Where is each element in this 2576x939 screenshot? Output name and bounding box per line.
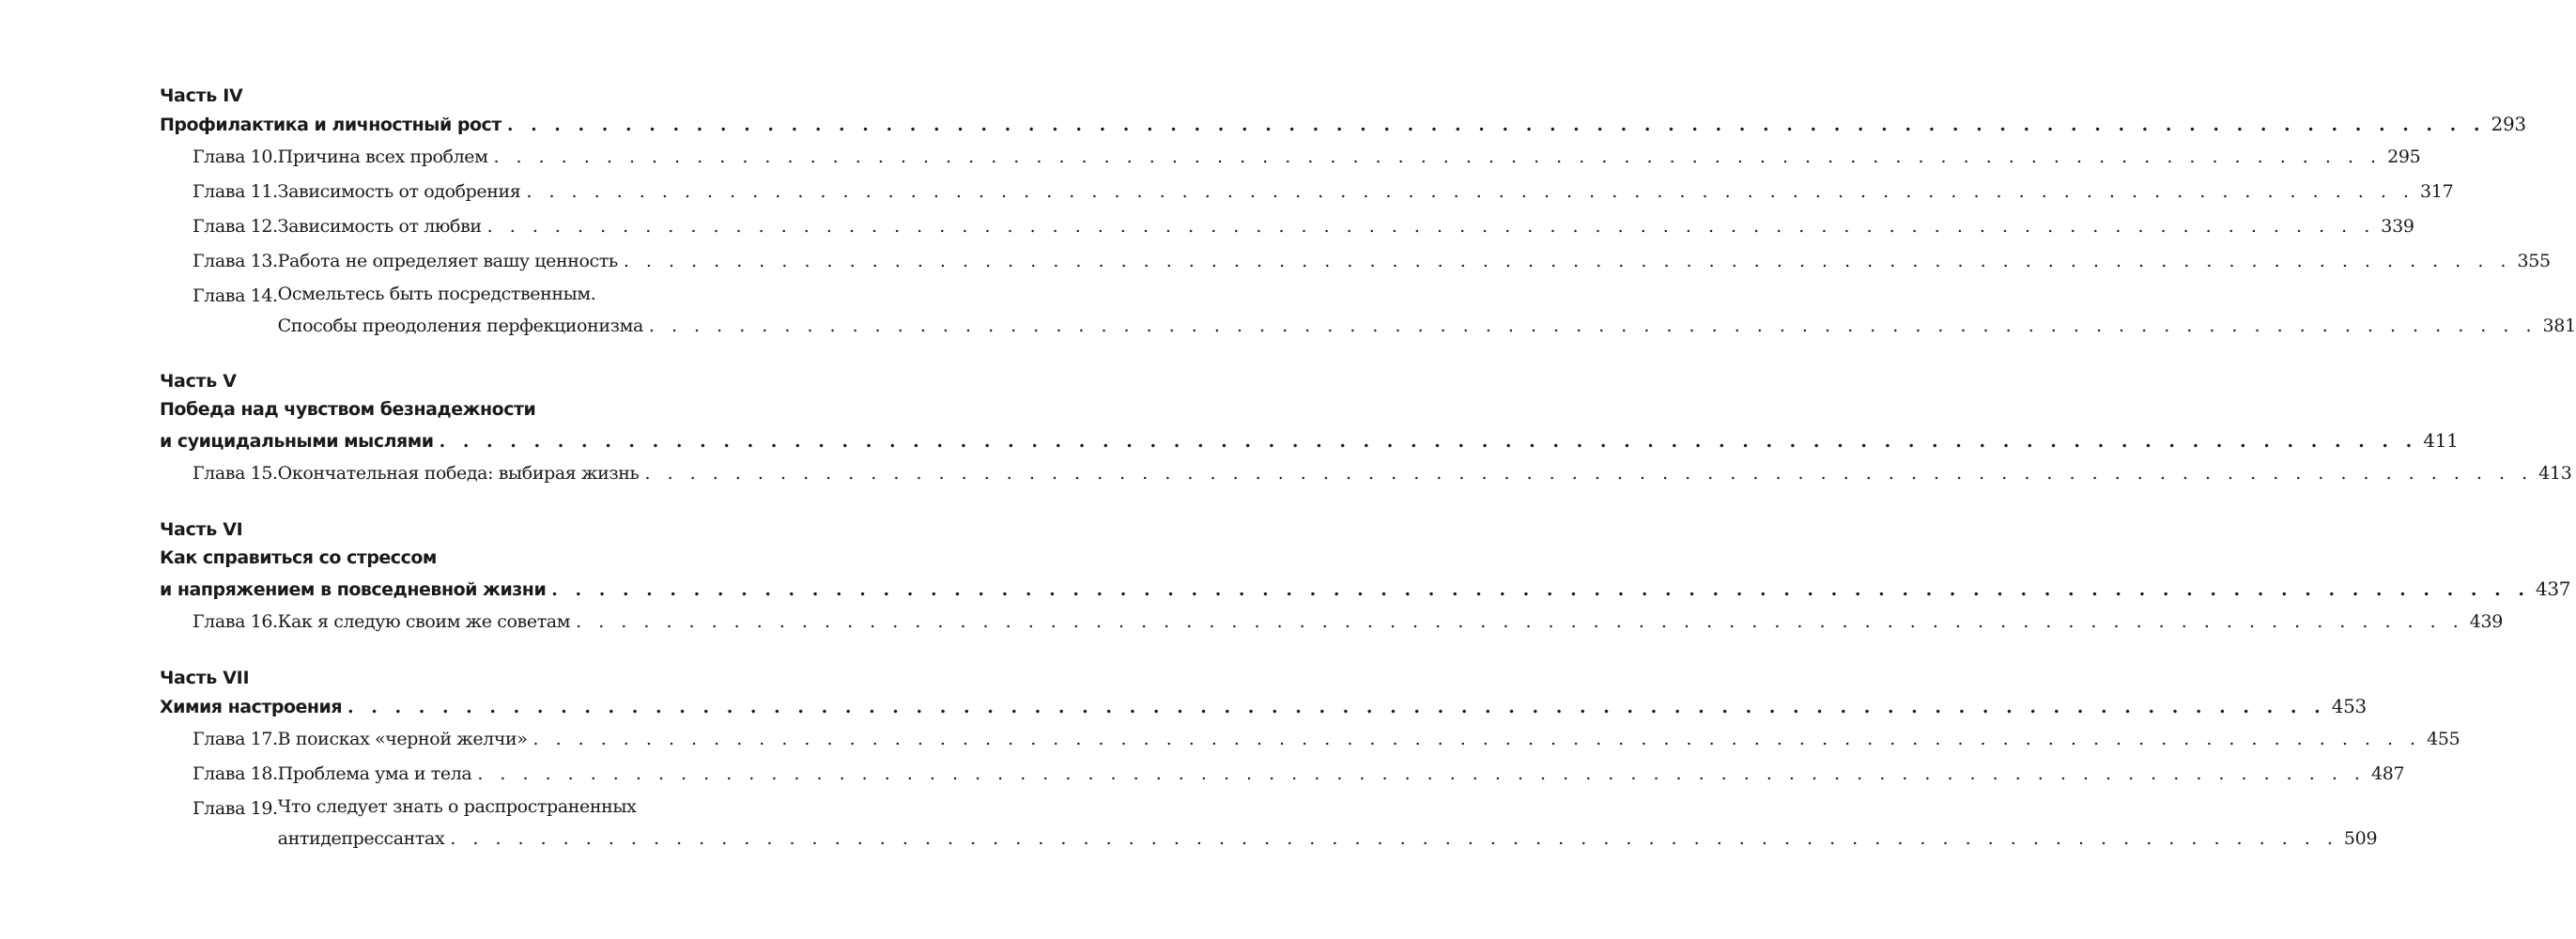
chapter-number: Глава 19. <box>193 798 278 819</box>
part-v <box>160 368 2572 491</box>
page-number: 411 <box>2423 429 2459 452</box>
chapter-title: Зависимость от одобрения <box>277 181 521 202</box>
chapter-number: Глава 14. <box>193 285 278 306</box>
part-title-row[interactable] <box>160 425 2459 456</box>
dot-leader <box>507 110 2486 141</box>
dot-leader <box>576 605 2464 639</box>
page-number: 453 <box>2331 695 2367 717</box>
dot-leader <box>493 140 2382 175</box>
part-title-row[interactable] <box>160 109 2526 140</box>
chapter-title: Осмельтесь быть посредственным. <box>277 284 596 304</box>
chapter-entry[interactable] <box>160 279 2576 343</box>
page-number: 455 <box>2427 729 2460 749</box>
part-title-cont: и суицидальными мыслями <box>160 431 434 452</box>
chapter-entry[interactable] <box>160 757 2405 792</box>
chapter-entry[interactable] <box>160 140 2421 175</box>
part-label: Часть IV <box>160 85 243 106</box>
chapter-number: Глава 10. <box>193 146 278 167</box>
dot-leader <box>532 722 2421 757</box>
page-number: 339 <box>2381 216 2414 237</box>
page-number: 293 <box>2491 113 2526 135</box>
chapter-entry[interactable] <box>160 209 2414 244</box>
part-label: Часть VII <box>160 668 250 688</box>
part-title: Как справиться со стрессом <box>160 547 437 568</box>
dot-leader <box>526 175 2414 209</box>
chapter-entry[interactable] <box>160 722 2460 757</box>
page-number: 509 <box>2343 828 2378 849</box>
chapter-number: Глава 13. <box>193 251 278 271</box>
chapter-title: Работа не определяет вашу ценность <box>277 251 618 271</box>
table-of-contents <box>160 83 2576 881</box>
part-title: Профилактика и личностный рост <box>160 115 501 135</box>
chapter-entry[interactable] <box>160 175 2454 209</box>
part-title-cont: и напряжением в повседневной жизни <box>160 579 547 600</box>
chapter-entry[interactable] <box>160 456 2572 491</box>
dot-leader <box>624 244 2512 279</box>
part-label: Часть VI <box>160 519 243 540</box>
page-number: 437 <box>2535 577 2571 600</box>
chapter-title-cont: Способы преодоления перфекционизма <box>277 316 643 336</box>
part-title-row[interactable] <box>160 574 2571 605</box>
page-number: 439 <box>2469 611 2504 632</box>
chapter-title: Проблема ума и тела <box>277 763 472 784</box>
dot-leader <box>645 456 2534 491</box>
chapter-title: Причина всех проблем <box>277 146 488 167</box>
part-title: Победа над чувством безнадежности <box>160 399 536 420</box>
dot-leader <box>347 692 2326 723</box>
dot-leader <box>649 309 2537 343</box>
part-vii <box>160 665 2460 855</box>
page-number: 487 <box>2370 763 2405 784</box>
dot-leader <box>487 209 2376 244</box>
dot-leader <box>551 575 2530 606</box>
part-vi <box>160 516 2571 639</box>
chapter-number: Глава 11. <box>193 181 278 202</box>
chapter-entry[interactable] <box>160 792 2378 855</box>
chapter-title-cont: антидепрессантах <box>277 828 445 849</box>
dot-leader <box>450 822 2338 855</box>
chapter-number: Глава 18. <box>193 763 278 784</box>
chapter-title: Что следует знать о распространенных <box>277 796 637 817</box>
page-number: 317 <box>2420 181 2454 202</box>
chapter-title: В поисках «черной желчи» <box>277 729 528 749</box>
chapter-entry[interactable] <box>160 605 2504 639</box>
part-title-row[interactable] <box>160 691 2367 722</box>
chapter-title: Как я следую своим же советам <box>277 611 571 632</box>
chapter-number: Глава 12. <box>193 216 278 237</box>
chapter-entry[interactable] <box>160 244 2551 279</box>
part-iv <box>160 83 2576 343</box>
page-number: 295 <box>2387 146 2421 167</box>
part-title: Химия настроения <box>160 697 343 717</box>
dot-leader <box>477 757 2366 792</box>
chapter-number: Глава 15. <box>193 463 278 484</box>
page-number: 381 <box>2542 316 2576 336</box>
chapter-title: Зависимость от любви <box>277 216 482 237</box>
page-number: 413 <box>2538 463 2572 484</box>
chapter-number: Глава 16. <box>193 611 278 632</box>
dot-leader <box>440 426 2418 457</box>
page-number: 355 <box>2517 251 2551 271</box>
chapter-title: Окончательная победа: выбирая жизнь <box>277 463 640 484</box>
part-label: Часть V <box>160 371 237 392</box>
chapter-number: Глава 17. <box>193 729 278 749</box>
